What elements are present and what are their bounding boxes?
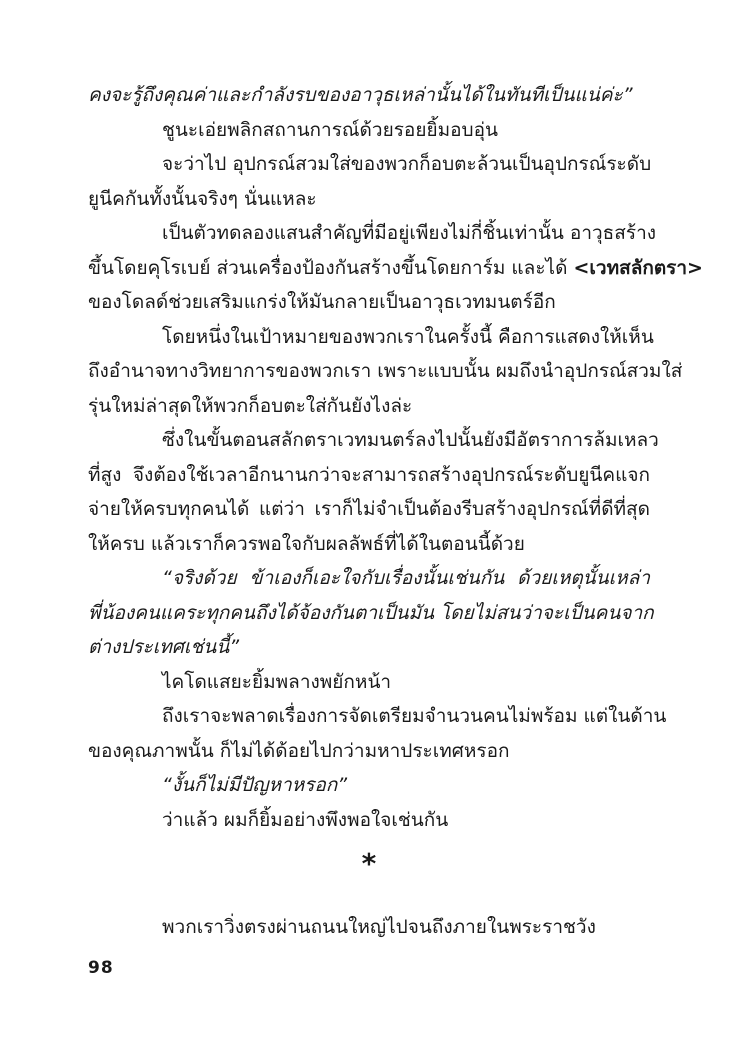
- narration-line: ไคโดแสยะยิ้มพลางพยักหน้า: [162, 670, 392, 693]
- skill-name: <เวทสลักตรา>: [573, 256, 703, 279]
- paragraph-line: ถึงอำนาจทางวิทยาการของพวกเรา เพราะแบบนั้น ผมถึงนำอุปกรณ์สวมใส่: [88, 360, 683, 382]
- paragraph-line: ของโดลด์ช่วยเสริมแกร่งให้มันกลายเป็นอาวุธเวทมนตร์อีก: [88, 291, 556, 313]
- dialogue-line: “จริงด้วย ข้าเองก็เอะใจกับเรื่องนั้นเช่นกัน ด้วยเหตุนั้นเหล่า: [162, 567, 650, 589]
- paragraph-line: รุ่นใหม่ล่าสุดให้พวกก็อบตะใส่กันยังไงล่ะ: [88, 394, 413, 417]
- new-scene-paragraph: [88, 910, 650, 945]
- dialogue-line: พี่น้องคนแคระทุกคนถึงได้จ้องกันตาเป็นมัน โดยไม่สนว่าจะเป็นคนจาก: [88, 601, 654, 624]
- paragraph-line: ที่สูง จึงต้องใช้เวลาอีกนานกว่าจะสามารถสร้างอุปกรณ์ระดับยูนีคแจก: [88, 463, 650, 486]
- narration-line: ว่าแล้ว ผมก็ยิ้มอย่างพึงพอใจเช่นกัน: [162, 808, 449, 831]
- dialogue-line: คงจะรู้ถึงคุณค่าและกำลังรบของอาวุธเหล่านั้นได้ในทันทีเป็นแน่ค่ะ”: [88, 84, 633, 106]
- paragraph-line: จ่ายให้ครบทุกคนได้ แต่ว่า เราก็ไม่จำเป็นต้องรีบสร้างอุปกรณ์ที่ดีที่สุด: [88, 498, 650, 520]
- scene-break-asterisk: *: [361, 847, 377, 880]
- paragraph-line: เป็นตัวทดลองแสนสำคัญที่มีอยู่เพียงไม่กี่ชิ้นเท่านั้น อาวุธสร้าง: [162, 222, 657, 244]
- paragraph-line: ของคุณภาพนั้น ก็ไม่ได้ด้อยไปกว่ามหาประเทศหรอก: [88, 739, 510, 762]
- dialogue-line: ต่างประเทศเช่นนี้”: [88, 636, 240, 658]
- paragraph-line: ซึ่งในขั้นตอนสลักตราเวทมนตร์ลงไปนั้นยังมีอัตราการล้มเหลว: [162, 429, 659, 451]
- paragraph-line: ให้ครบ แล้วเราก็ควรพอใจกับผลลัพธ์ที่ได้ในตอนนี้ด้วย: [88, 532, 525, 555]
- page-number: 98: [88, 958, 114, 978]
- paragraph-line: ยูนีคกันทั้งนั้นจริงๆ นั่นแหละ: [88, 187, 317, 210]
- book-page: [88, 78, 703, 938]
- paragraph-line: ถึงเราจะพลาดเรื่องการจัดเตรียมจำนวนคนไม่พร้อม แต่ในด้าน: [162, 705, 667, 727]
- paragraph-line: โดยหนึ่งในเป้าหมายของพวกเราในครั้งนี้ คือการแสดงให้เห็น: [162, 325, 654, 348]
- paragraph-text: ขึ้นโดยคุโรเบย์ ส่วนเครื่องป้องกันสร้างขึ้นโดยการ์ม และได้: [88, 256, 568, 279]
- dialogue-line: “งั้นก็ไม่มีปัญหาหรอก”: [162, 774, 348, 796]
- paragraph-line: [88, 251, 703, 286]
- paragraph-line: จะว่าไป อุปกรณ์สวมใส่ของพวกก็อบตะล้วนเป็นอุปกรณ์ระดับ: [162, 153, 652, 175]
- paragraph-line: พวกเราวิ่งตรงผ่านถนนใหญ่ไปจนถึงภายในพระราชวัง: [162, 916, 596, 938]
- narration-line: ชูนะเอ่ยพลิกสถานการณ์ด้วยรอยยิ้มอบอุ่น: [162, 118, 498, 141]
